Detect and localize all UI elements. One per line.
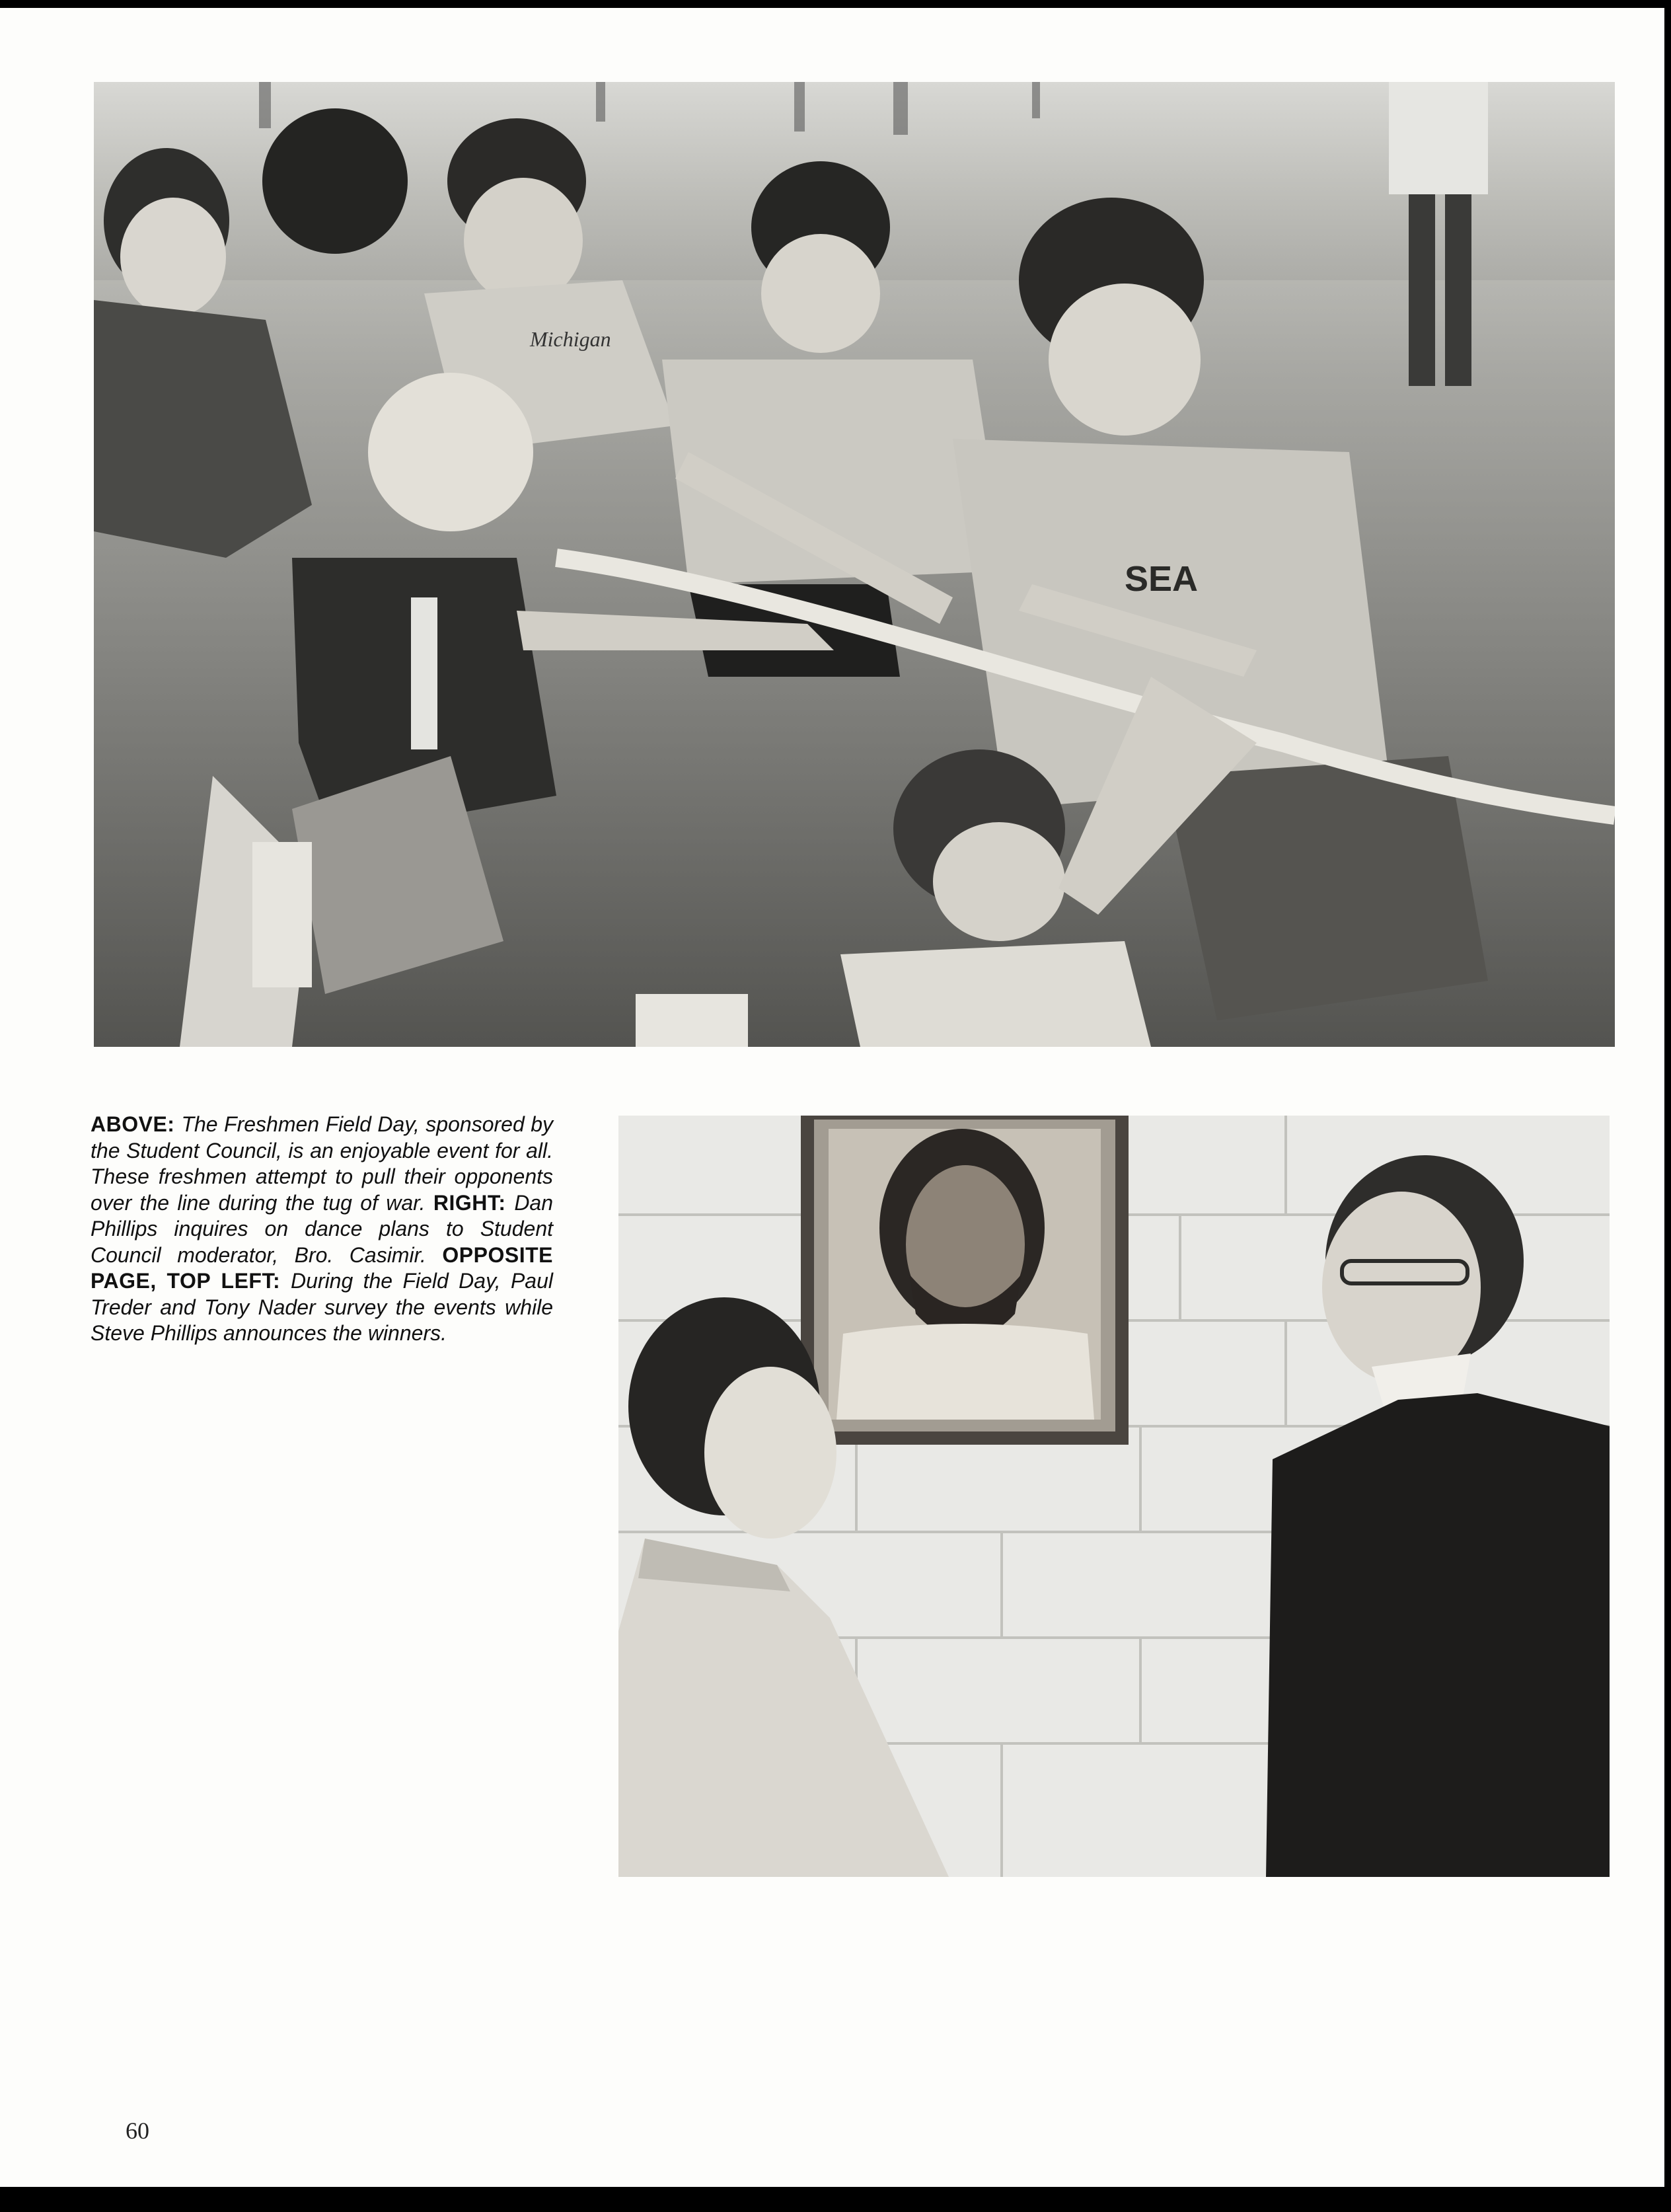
sea-shirt-text: SEA [1125,559,1199,599]
tug-of-war-photo-art [94,82,1615,1047]
caption-label-opposite: OPPOSITE PAGE, TOP LEFT: [91,1242,553,1293]
caption-label-above: ABOVE: [91,1112,182,1136]
scan-border-bottom [0,2187,1671,2212]
student-council-photo-art [618,1116,1610,1877]
student-council-photo [618,1116,1610,1877]
michigan-shirt-text: Michigan [530,327,611,351]
scan-border-top [0,0,1671,8]
page-number: 60 [126,2117,149,2144]
tug-of-war-photo [94,82,1615,1047]
scan-border-right [1664,0,1671,2212]
caption-text-above: The Freshmen Field Day, sponsored by the Student Council, is an enjoyable event for all. These freshmen attempt to pull their opponents over the line during the tug of war. [91,1112,554,1215]
caption-label-right: RIGHT: [433,1190,515,1215]
caption-text-right: Dan Phillips inquires on dance plans to Student Council moderator, Bro. Casimir. [91,1190,554,1267]
photo-caption [91,1112,553,1347]
caption-text-opposite: During the Field Day, Paul Treder and Tony Nader survey the events while Steve Phillips announces the winners. [91,1269,554,1345]
